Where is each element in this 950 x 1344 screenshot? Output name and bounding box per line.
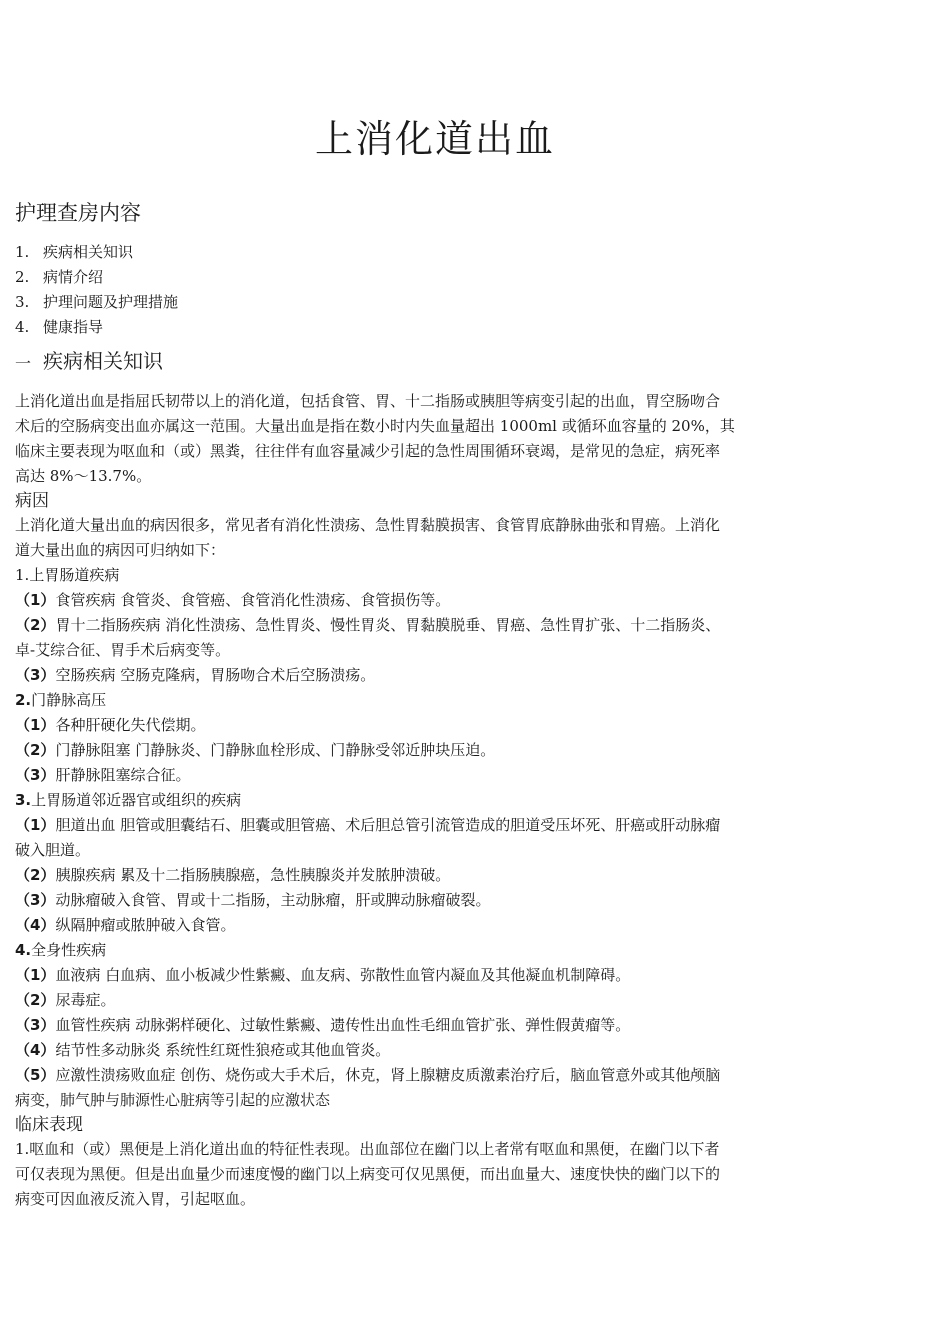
- cause-item-number: （1）: [15, 816, 56, 834]
- cause-item: [15, 913, 815, 938]
- cause-group-label: 上胃肠道疾病: [29, 566, 120, 584]
- agenda-item: [15, 240, 178, 265]
- cause-item-number: （2）: [15, 991, 56, 1009]
- agenda-item-label: 疾病相关知识: [43, 243, 134, 261]
- cause-item-number: （4）: [15, 916, 56, 934]
- cause-item: [15, 588, 815, 613]
- document-title: 上消化道出血: [314, 117, 555, 161]
- section-marker: 一: [15, 354, 32, 373]
- agenda-list: [15, 240, 178, 340]
- agenda-item-number: 4.: [15, 318, 30, 336]
- cause-item-number: （1）: [15, 591, 56, 609]
- intro-line: 临床主要表现为呕血和（或）黑粪，往往伴有血容量减少引起的急性周围循环衰竭，是常见的急症，病死率: [15, 442, 721, 460]
- agenda-item: [15, 265, 178, 290]
- intro-line: 上消化道出血是指屈氏韧带以上的消化道，包括食管、胃、十二指肠或胰胆等病变引起的出血，胃空肠吻合: [15, 392, 721, 410]
- cause-item: [15, 988, 815, 1013]
- agenda-item-label: 健康指导: [43, 318, 104, 336]
- agenda-item-label: 护理问题及护理措施: [43, 293, 179, 311]
- cause-item-number: （3）: [15, 766, 56, 784]
- cause-group-label: 全身性疾病: [31, 941, 107, 959]
- cause-item: [15, 713, 815, 738]
- agenda-heading: 护理查房内容: [15, 201, 141, 225]
- cause-item-text: 门静脉阻塞 门静脉炎、门静脉血栓形成、门静脉受邻近肿块压迫。: [55, 741, 496, 759]
- cause-group-title: [15, 563, 815, 588]
- cause-group-number: 3.: [15, 791, 32, 809]
- cause-item-number: （5）: [15, 1066, 56, 1084]
- agenda-item: [15, 315, 178, 340]
- cause-item-text: 动脉瘤破入食管、胃或十二指肠，主动脉瘤，肝或脾动脉瘤破裂。: [55, 891, 491, 909]
- cause-item: [15, 863, 815, 888]
- cause-item-text: 肝静脉阻塞综合征。: [55, 766, 191, 784]
- cause-item: [15, 963, 815, 988]
- cause-group-number: 2.: [15, 691, 32, 709]
- cause-item-text: 胃十二指肠疾病 消化性溃疡、急性胃炎、慢性胃炎、胃黏膜脱垂、胃癌、急性胃扩张、十二指肠炎、: [55, 616, 721, 634]
- cause-item-number: （2）: [15, 741, 56, 759]
- section-heading-text: 疾病相关知识: [43, 349, 163, 373]
- cause-item-number: （3）: [15, 666, 56, 684]
- cause-group-number: 4.: [15, 941, 32, 959]
- cause-item-text: 空肠疾病 空肠克隆病，胃肠吻合术后空肠溃疡。: [55, 666, 376, 684]
- cause-item-number: （3）: [15, 1016, 56, 1034]
- cause-group-title: [15, 688, 815, 713]
- cause-group-title: [15, 788, 815, 813]
- cause-item-number: （2）: [15, 616, 56, 634]
- agenda-item-number: 2.: [15, 268, 30, 286]
- etiology-heading: 病因: [15, 491, 49, 511]
- agenda-item: [15, 290, 178, 315]
- cause-item: [15, 888, 815, 913]
- cause-item: [15, 1013, 815, 1038]
- cause-item-number: （1）: [15, 966, 56, 984]
- etiology-intro-line: 上消化道大量出血的病因很多，常见者有消化性溃疡、急性胃黏膜损害、食管胃底静脉曲张和胃癌。上消化: [15, 516, 721, 534]
- cause-item: [15, 738, 815, 763]
- cause-group-label: 门静脉高压: [31, 691, 107, 709]
- cause-item-text: 尿毒症。: [55, 991, 116, 1009]
- cause-item-text: 食管疾病 食管炎、食管癌、食管消化性溃疡、食管损伤等。: [55, 591, 451, 609]
- cause-item-text: 胆道出血 胆管或胆囊结石、胆囊或胆管癌、术后胆总管引流管造成的胆道受压坏死、肝癌或肝动脉瘤: [55, 816, 721, 834]
- cause-group-title: [15, 938, 815, 963]
- cause-item-text: 血液病 白血病、血小板减少性紫癜、血友病、弥散性血管内凝血及其他凝血机制障碍。: [55, 966, 631, 984]
- cause-item-number: （2）: [15, 866, 56, 884]
- cause-item-text: 应激性溃疡败血症 创伤、烧伤或大手术后，休克，肾上腺糖皮质激素治疗后，脑血管意外或其他颅脑: [55, 1066, 721, 1084]
- etiology-intro-line: 道大量出血的病因可归纳如下：: [15, 541, 226, 559]
- cause-group-number: 1.: [15, 566, 30, 584]
- cause-item: [15, 1038, 815, 1063]
- agenda-item-label: 病情介绍: [43, 268, 104, 286]
- clinical-line: 病变可因血液反流入胃，引起呕血。: [15, 1190, 256, 1208]
- cause-item: [15, 663, 815, 688]
- intro-line: 术后的空肠病变出血亦属这一范围。大量出血是指在数小时内失血量超出 1000ml 或循环血容量的 20%，其: [15, 417, 735, 435]
- cause-item-text: 血管性疾病 动脉粥样硬化、过敏性紫癜、遗传性出血性毛细血管扩张、弹性假黄瘤等。: [55, 1016, 631, 1034]
- cause-item: [15, 763, 815, 788]
- cause-item-number: （3）: [15, 891, 56, 909]
- document-body: [15, 389, 815, 1212]
- agenda-item-number: 1.: [15, 243, 30, 261]
- clinical-line: 可仅表现为黑便。但是出血量少而速度慢的幽门以上病变可仅见黑便，而出血量大、速度快快的幽门以下的: [15, 1165, 721, 1183]
- cause-item-text: 胰腺疾病 累及十二指肠胰腺癌，急性胰腺炎并发脓肿溃破。: [55, 866, 451, 884]
- agenda-item-number: 3.: [15, 293, 30, 311]
- cause-item-text: 结节性多动脉炎 系统性红斑性狼疮或其他血管炎。: [55, 1041, 391, 1059]
- clinical-heading: 临床表现: [15, 1115, 83, 1135]
- cause-item-text: 纵隔肿瘤或脓肿破入食管。: [55, 916, 236, 934]
- cause-item-text: 各种肝硬化失代偿期。: [55, 716, 206, 734]
- section-heading: [15, 345, 163, 374]
- cause-item: [15, 613, 815, 638]
- clinical-line: 1.呕血和（或）黑便是上消化道出血的特征性表现。出血部位在幽门以上者常有呕血和黑便，在幽门以下者: [15, 1140, 720, 1158]
- intro-line: 高达 8%～13.7%。: [15, 467, 152, 485]
- cause-item: [15, 1063, 815, 1088]
- cause-item: [15, 813, 815, 838]
- cause-item-continuation: 病变，肺气肿与肺源性心脏病等引起的应激状态: [15, 1091, 331, 1109]
- cause-item-number: （4）: [15, 1041, 56, 1059]
- cause-item-number: （1）: [15, 716, 56, 734]
- cause-group-label: 上胃肠道邻近器官或组织的疾病: [31, 791, 242, 809]
- cause-item-continuation: 卓-艾综合征、胃手术后病变等。: [15, 641, 231, 659]
- cause-item-continuation: 破入胆道。: [15, 841, 91, 859]
